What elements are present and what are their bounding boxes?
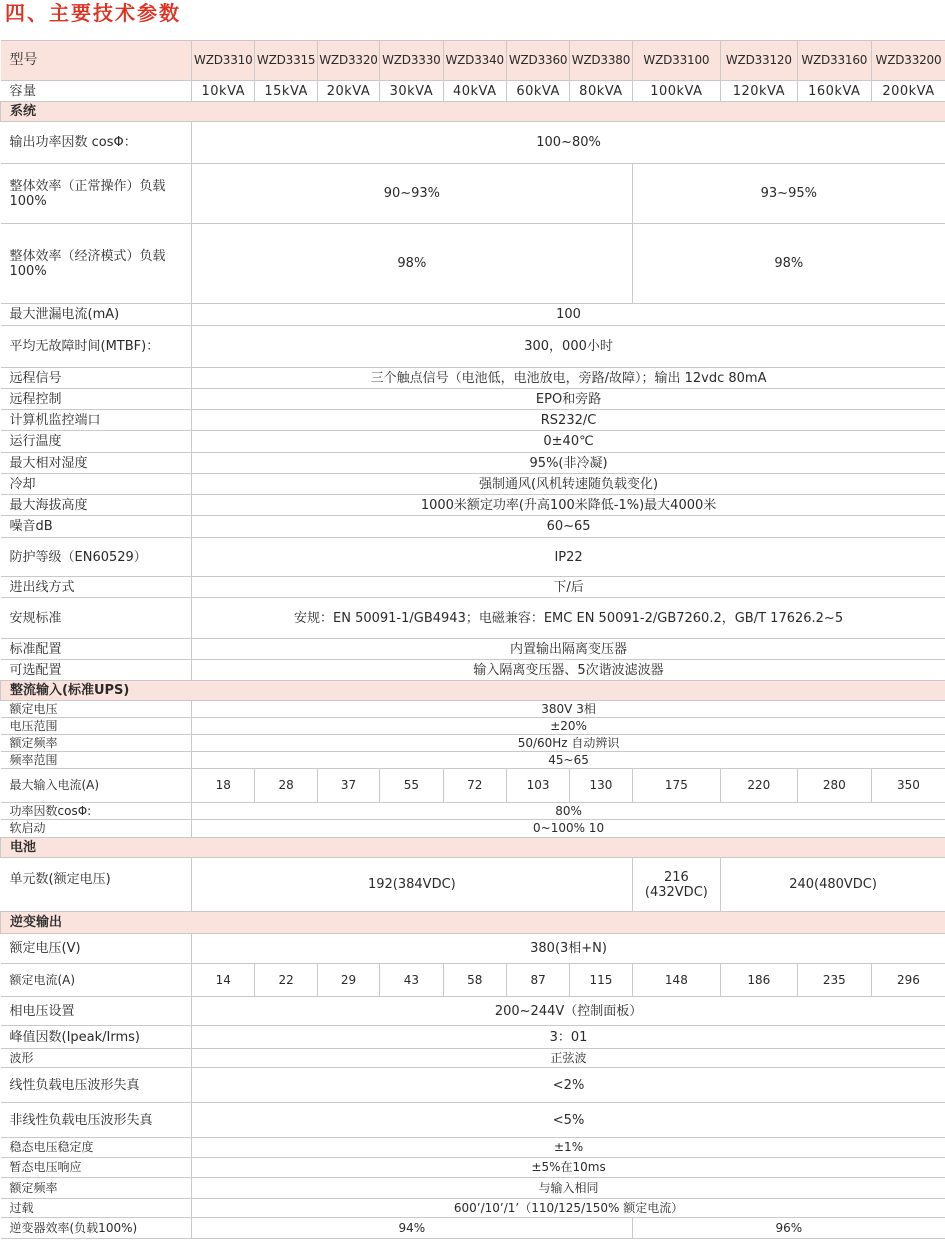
value-cell: 240(480VDC) [721,858,945,912]
value-cell: 0~100% 10 [192,820,945,838]
current-cell: 14 [192,964,255,997]
current-cell: 103 [506,769,569,803]
row-label: 整体效率（正常操作）负载100% [1,164,192,224]
model-cell: WZD33160 [797,41,871,81]
model-cell: WZD3340 [443,41,506,81]
row-label: 计算机监控端口 [1,410,192,431]
value-cell: 45~65 [192,752,945,769]
value-cell: 98% [632,224,945,304]
current-cell: 235 [797,964,871,997]
current-cell: 22 [255,964,317,997]
table-row [1,858,945,912]
current-cell: 87 [506,964,569,997]
row-label: 相电压设置 [1,997,192,1026]
capacity-cell: 120kVA [721,81,797,102]
value-cell: 1000米额定功率(升高100米降低-1%)最大4000米 [192,495,945,516]
value-cell: 输入隔离变压器、5次谐波滤波器 [192,660,945,681]
value-line: (432VDC) [644,884,708,900]
value-cell: 380(3相+N) [192,934,945,964]
value-cell [632,858,721,912]
row-label: 安规标准 [1,598,192,639]
row-label: 电压范围 [1,718,192,735]
value-cell: 3：01 [192,1026,945,1049]
table-row [1,368,945,389]
value-cell: 300，000小时 [192,326,945,368]
model-cell: WZD33200 [871,41,945,81]
row-label: 运行温度 [1,431,192,453]
row-label: 输出功率因数 cosΦ： [1,122,192,164]
row-label: 频率范围 [1,752,192,769]
value-cell: <2% [192,1068,945,1103]
current-cell: 280 [797,769,871,803]
capacity-cell: 200kVA [871,81,945,102]
current-cell: 37 [317,769,379,803]
table-row [1,577,945,598]
row-label: 防护等级（EN60529） [1,538,192,577]
model-cell: WZD33120 [721,41,797,81]
value-cell: EPO和旁路 [192,389,945,410]
value-cell: 60~65 [192,516,945,538]
table-row [1,1049,945,1068]
current-cell: 72 [443,769,506,803]
capacity-cell: 40kVA [443,81,506,102]
table-row [1,1068,945,1103]
model-cell: WZD3320 [317,41,379,81]
table-row [1,701,945,718]
current-cell: 296 [871,964,945,997]
model-cell: WZD3315 [255,41,317,81]
row-label: 冷却 [1,474,192,495]
current-cell: 220 [721,769,797,803]
row-label: 线性负载电压波形失真 [1,1068,192,1103]
table-row [1,934,945,964]
table-row [1,752,945,769]
table-row [1,803,945,820]
value-cell: 正弦波 [192,1049,945,1068]
current-cell: 115 [570,964,632,997]
row-label: 稳态电压稳定度 [1,1138,192,1158]
row-label: 过载 [1,1199,192,1218]
row-label: 暂态电压响应 [1,1158,192,1178]
row-label: 最大泄漏电流(mA) [1,304,192,326]
value-cell: 90~93% [192,164,633,224]
row-label: 功率因数cosΦ: [1,803,192,820]
table-row [1,820,945,838]
value-cell: ±20% [192,718,945,735]
current-cell: 58 [443,964,506,997]
row-label: 单元数(额定电压) [1,858,192,912]
capacity-cell: 15kVA [255,81,317,102]
table-row [1,474,945,495]
row-label: 最大相对湿度 [1,453,192,474]
table-row [1,122,945,164]
table-row [1,639,945,660]
table-row [1,1178,945,1199]
table-row [1,598,945,639]
value-cell: 安规：EN 50091-1/GB4943；电磁兼容：EMC EN 50091-2/GB7260.2，GB/T 17626.2~5 [192,598,945,639]
table-row [1,1199,945,1218]
model-label: 型号 [1,41,192,81]
table-row [1,495,945,516]
section-title-system: 系统 [1,102,945,122]
row-label: 软启动 [1,820,192,838]
row-label: 额定频率 [1,735,192,752]
value-cell: RS232/C [192,410,945,431]
value-cell: 95%(非冷凝) [192,453,945,474]
row-label: 峰值因数(Ipeak/Irms) [1,1026,192,1049]
table-row [1,1026,945,1049]
section-title-inverter: 逆变输出 [1,912,945,934]
table-row [1,304,945,326]
value-cell: 100~80% [192,122,945,164]
table-row [1,997,945,1026]
section-title-battery: 电池 [1,838,945,858]
value-cell: ±5%在10ms [192,1158,945,1178]
model-cell: WZD3360 [506,41,569,81]
value-cell: 96% [632,1218,945,1239]
table-row [1,1103,945,1138]
row-label: 额定频率 [1,1178,192,1199]
row-label: 远程控制 [1,389,192,410]
capacity-cell: 20kVA [317,81,379,102]
current-cell: 43 [380,964,443,997]
current-cell: 186 [721,964,797,997]
value-cell: 与输入相同 [192,1178,945,1199]
value-cell: ±1% [192,1138,945,1158]
capacity-cell: 10kVA [192,81,255,102]
value-cell: 200~244V（控制面板） [192,997,945,1026]
row-label: 平均无故障时间(MTBF)： [1,326,192,368]
value-cell: 0±40℃ [192,431,945,453]
current-cell: 18 [192,769,255,803]
value-cell: 380V 3相 [192,701,945,718]
row-label: 远程信号 [1,368,192,389]
table-row [1,224,945,304]
section-row [1,102,945,122]
table-row [1,964,945,997]
row-label: 整体效率（经济模式）负载100% [1,224,192,304]
row-label: 容量 [1,81,192,102]
value-cell: 80% [192,803,945,820]
current-cell: 175 [632,769,721,803]
row-label: 波形 [1,1049,192,1068]
value-cell: 三个触点信号（电池低，电池放电，旁路/故障）；输出 12vdc 80mA [192,368,945,389]
section-title-rectifier: 整流输入(标准UPS) [1,681,945,701]
table-row [1,164,945,224]
table-row [1,1218,945,1239]
value-cell: IP22 [192,538,945,577]
table-row [1,1158,945,1178]
row-label: 非线性负载电压波形失真 [1,1103,192,1138]
current-cell: 29 [317,964,379,997]
model-cell: WZD3310 [192,41,255,81]
row-label: 噪音dB [1,516,192,538]
value-cell: 内置输出隔离变压器 [192,639,945,660]
current-cell: 148 [632,964,721,997]
value-cell: 下/后 [192,577,945,598]
value-cell: 93~95% [632,164,945,224]
row-label: 额定电压(V) [1,934,192,964]
page-title: 四、主要技术参数 [5,1,181,25]
table-row [1,735,945,752]
capacity-cell: 60kVA [506,81,569,102]
model-cell: WZD3330 [380,41,443,81]
model-cell: WZD3380 [570,41,632,81]
current-cell: 55 [380,769,443,803]
section-row [1,838,945,858]
table-row [1,538,945,577]
row-label: 可选配置 [1,660,192,681]
table-row [1,389,945,410]
value-cell: 192(384VDC) [192,858,633,912]
capacity-cell: 160kVA [797,81,871,102]
capacity-cell: 80kVA [570,81,632,102]
value-line: 216 [663,869,689,885]
current-cell: 130 [570,769,632,803]
table-row [1,718,945,735]
row-label: 标准配置 [1,639,192,660]
current-cell: 350 [871,769,945,803]
table-row [1,410,945,431]
table-row [1,453,945,474]
value-cell: <5% [192,1103,945,1138]
value-cell: 98% [192,224,633,304]
row-label: 额定电压 [1,701,192,718]
value-cell: 100 [192,304,945,326]
table-row [1,769,945,803]
spec-table [0,40,945,1239]
value-cell: 强制通风(风机转速随负载变化) [192,474,945,495]
table-row [1,431,945,453]
row-label: 额定电流(A) [1,964,192,997]
capacity-cell: 100kVA [632,81,721,102]
table-row [1,1138,945,1158]
header-row [1,41,945,81]
current-cell: 28 [255,769,317,803]
row-label: 逆变器效率(负载100%) [1,1218,192,1239]
capacity-row [1,81,945,102]
value-cell: 600’/10’/1’（110/125/150% 额定电流） [192,1199,945,1218]
table-row [1,660,945,681]
section-row [1,912,945,934]
model-cell: WZD33100 [632,41,721,81]
row-label: 最大输入电流(A) [1,769,192,803]
row-label: 进出线方式 [1,577,192,598]
table-row [1,326,945,368]
table-row [1,516,945,538]
row-label: 最大海拔高度 [1,495,192,516]
capacity-cell: 30kVA [380,81,443,102]
value-cell: 94% [192,1218,633,1239]
section-row [1,681,945,701]
value-cell: 50/60Hz 自动辨识 [192,735,945,752]
